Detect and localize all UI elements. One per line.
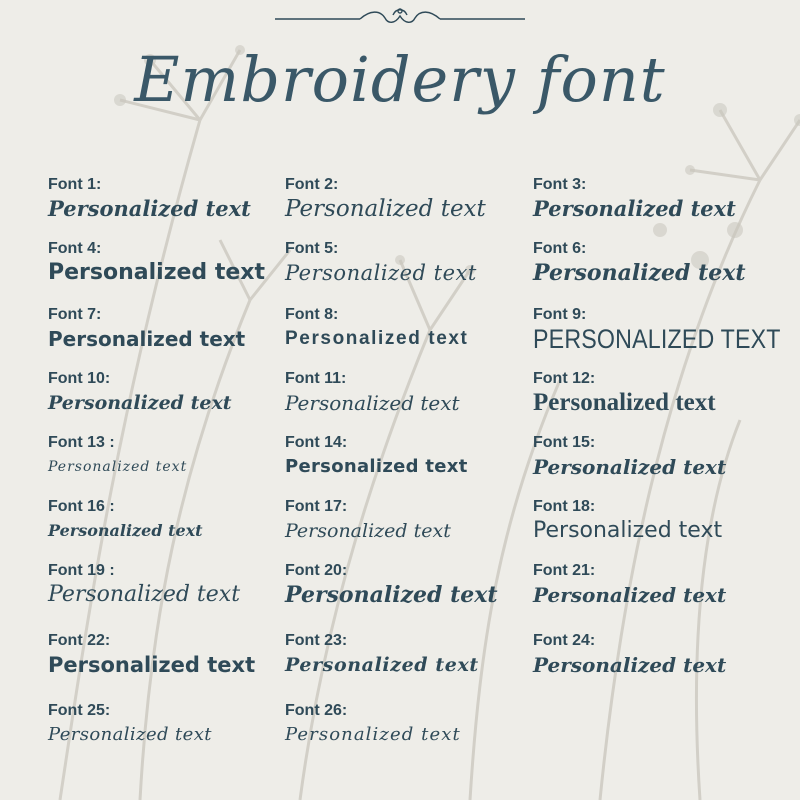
font-label: Font 11: xyxy=(285,370,347,387)
font-sample-text: Personalized text xyxy=(48,521,203,540)
font-label: Font 3: xyxy=(533,176,587,193)
font-label: Font 21: xyxy=(533,562,596,579)
font-sample-text: Personalized text xyxy=(533,455,727,479)
font-sample-text: Personalized text xyxy=(285,261,477,285)
font-sample-text: Personalized text xyxy=(533,196,736,221)
font-label: Font 13 : xyxy=(48,434,115,451)
font-sample-text: Personalized text xyxy=(48,582,241,607)
font-sample-text: Personalized text xyxy=(285,456,468,477)
font-label: Font 18: xyxy=(533,498,596,515)
font-label: Font 19 : xyxy=(48,562,115,579)
font-option-8 xyxy=(285,306,545,354)
font-option-1 xyxy=(48,176,308,224)
font-label: Font 5: xyxy=(285,240,339,257)
font-sample-text: Personalized text xyxy=(285,520,451,542)
font-option-12 xyxy=(533,370,793,418)
font-label: Font 12: xyxy=(533,370,596,387)
font-option-13 xyxy=(48,434,308,482)
font-sample-text: Personalized text xyxy=(533,518,723,543)
font-option-19 xyxy=(48,562,308,610)
font-option-17 xyxy=(285,498,545,546)
font-option-3 xyxy=(533,176,793,224)
font-label: Font 22: xyxy=(48,632,111,649)
font-label: Font 14: xyxy=(285,434,348,451)
font-option-2 xyxy=(285,176,545,224)
font-sample-text: Personalized text xyxy=(285,724,461,745)
font-label: Font 20: xyxy=(285,562,348,579)
font-label: Font 1: xyxy=(48,176,102,193)
font-option-25 xyxy=(48,702,308,750)
font-sample-text: Personalized text xyxy=(48,260,265,285)
font-sample-text: Personalized text xyxy=(48,459,188,475)
font-label: Font 16 : xyxy=(48,498,115,515)
font-sample-text: Personalized text xyxy=(48,196,251,221)
font-label: Font 7: xyxy=(48,306,102,323)
font-option-11 xyxy=(285,370,545,418)
font-sample-text: Personalized text xyxy=(285,582,498,608)
font-label: Font 17: xyxy=(285,498,348,515)
font-label: Font 24: xyxy=(533,632,596,649)
font-option-14 xyxy=(285,434,545,482)
font-sample-text: Personalized text xyxy=(285,654,479,676)
font-label: Font 26: xyxy=(285,702,348,719)
font-option-4 xyxy=(48,240,308,288)
font-label: Font 9: xyxy=(533,306,587,323)
font-sample-text: Personalized text xyxy=(533,389,716,416)
flourish-divider-icon xyxy=(275,6,525,32)
font-option-20 xyxy=(285,562,545,610)
font-option-26 xyxy=(285,702,545,750)
font-sample-text: Personalized text xyxy=(533,260,746,286)
font-label: Font 23: xyxy=(285,632,348,649)
font-sample-text: Personalized text xyxy=(48,392,232,414)
font-option-18 xyxy=(533,498,793,546)
font-label: Font 8: xyxy=(285,306,339,323)
font-label: Font 6: xyxy=(533,240,587,257)
font-option-15 xyxy=(533,434,793,482)
font-sample-text: Personalized text xyxy=(285,196,486,222)
font-label: Font 15: xyxy=(533,434,596,451)
page-title: Embroidery font xyxy=(134,43,666,116)
font-option-6 xyxy=(533,240,793,288)
font-option-21 xyxy=(533,562,793,610)
font-option-23 xyxy=(285,632,545,680)
font-sample-text: Personalized text xyxy=(285,328,469,349)
font-option-5 xyxy=(285,240,545,288)
font-sample-text: Personalized text xyxy=(48,724,212,745)
font-label: Font 2: xyxy=(285,176,339,193)
font-option-24 xyxy=(533,632,793,680)
font-option-9 xyxy=(533,306,793,354)
font-label: Font 10: xyxy=(48,370,111,387)
font-sample-text: Personalized text xyxy=(533,653,727,677)
font-option-7 xyxy=(48,306,308,354)
font-option-22 xyxy=(48,632,308,680)
font-sample-text: Personalized text xyxy=(533,583,727,607)
font-option-10 xyxy=(48,370,308,418)
font-label: Font 4: xyxy=(48,240,102,257)
font-sample-text: Personalized text xyxy=(48,653,256,677)
font-sample-text: Personalized text xyxy=(48,327,246,351)
font-sample-text: PERSONALIZED TEXT xyxy=(533,324,781,354)
font-sample-text: Personalized text xyxy=(285,391,460,415)
font-label: Font 25: xyxy=(48,702,111,719)
font-option-16 xyxy=(48,498,308,546)
